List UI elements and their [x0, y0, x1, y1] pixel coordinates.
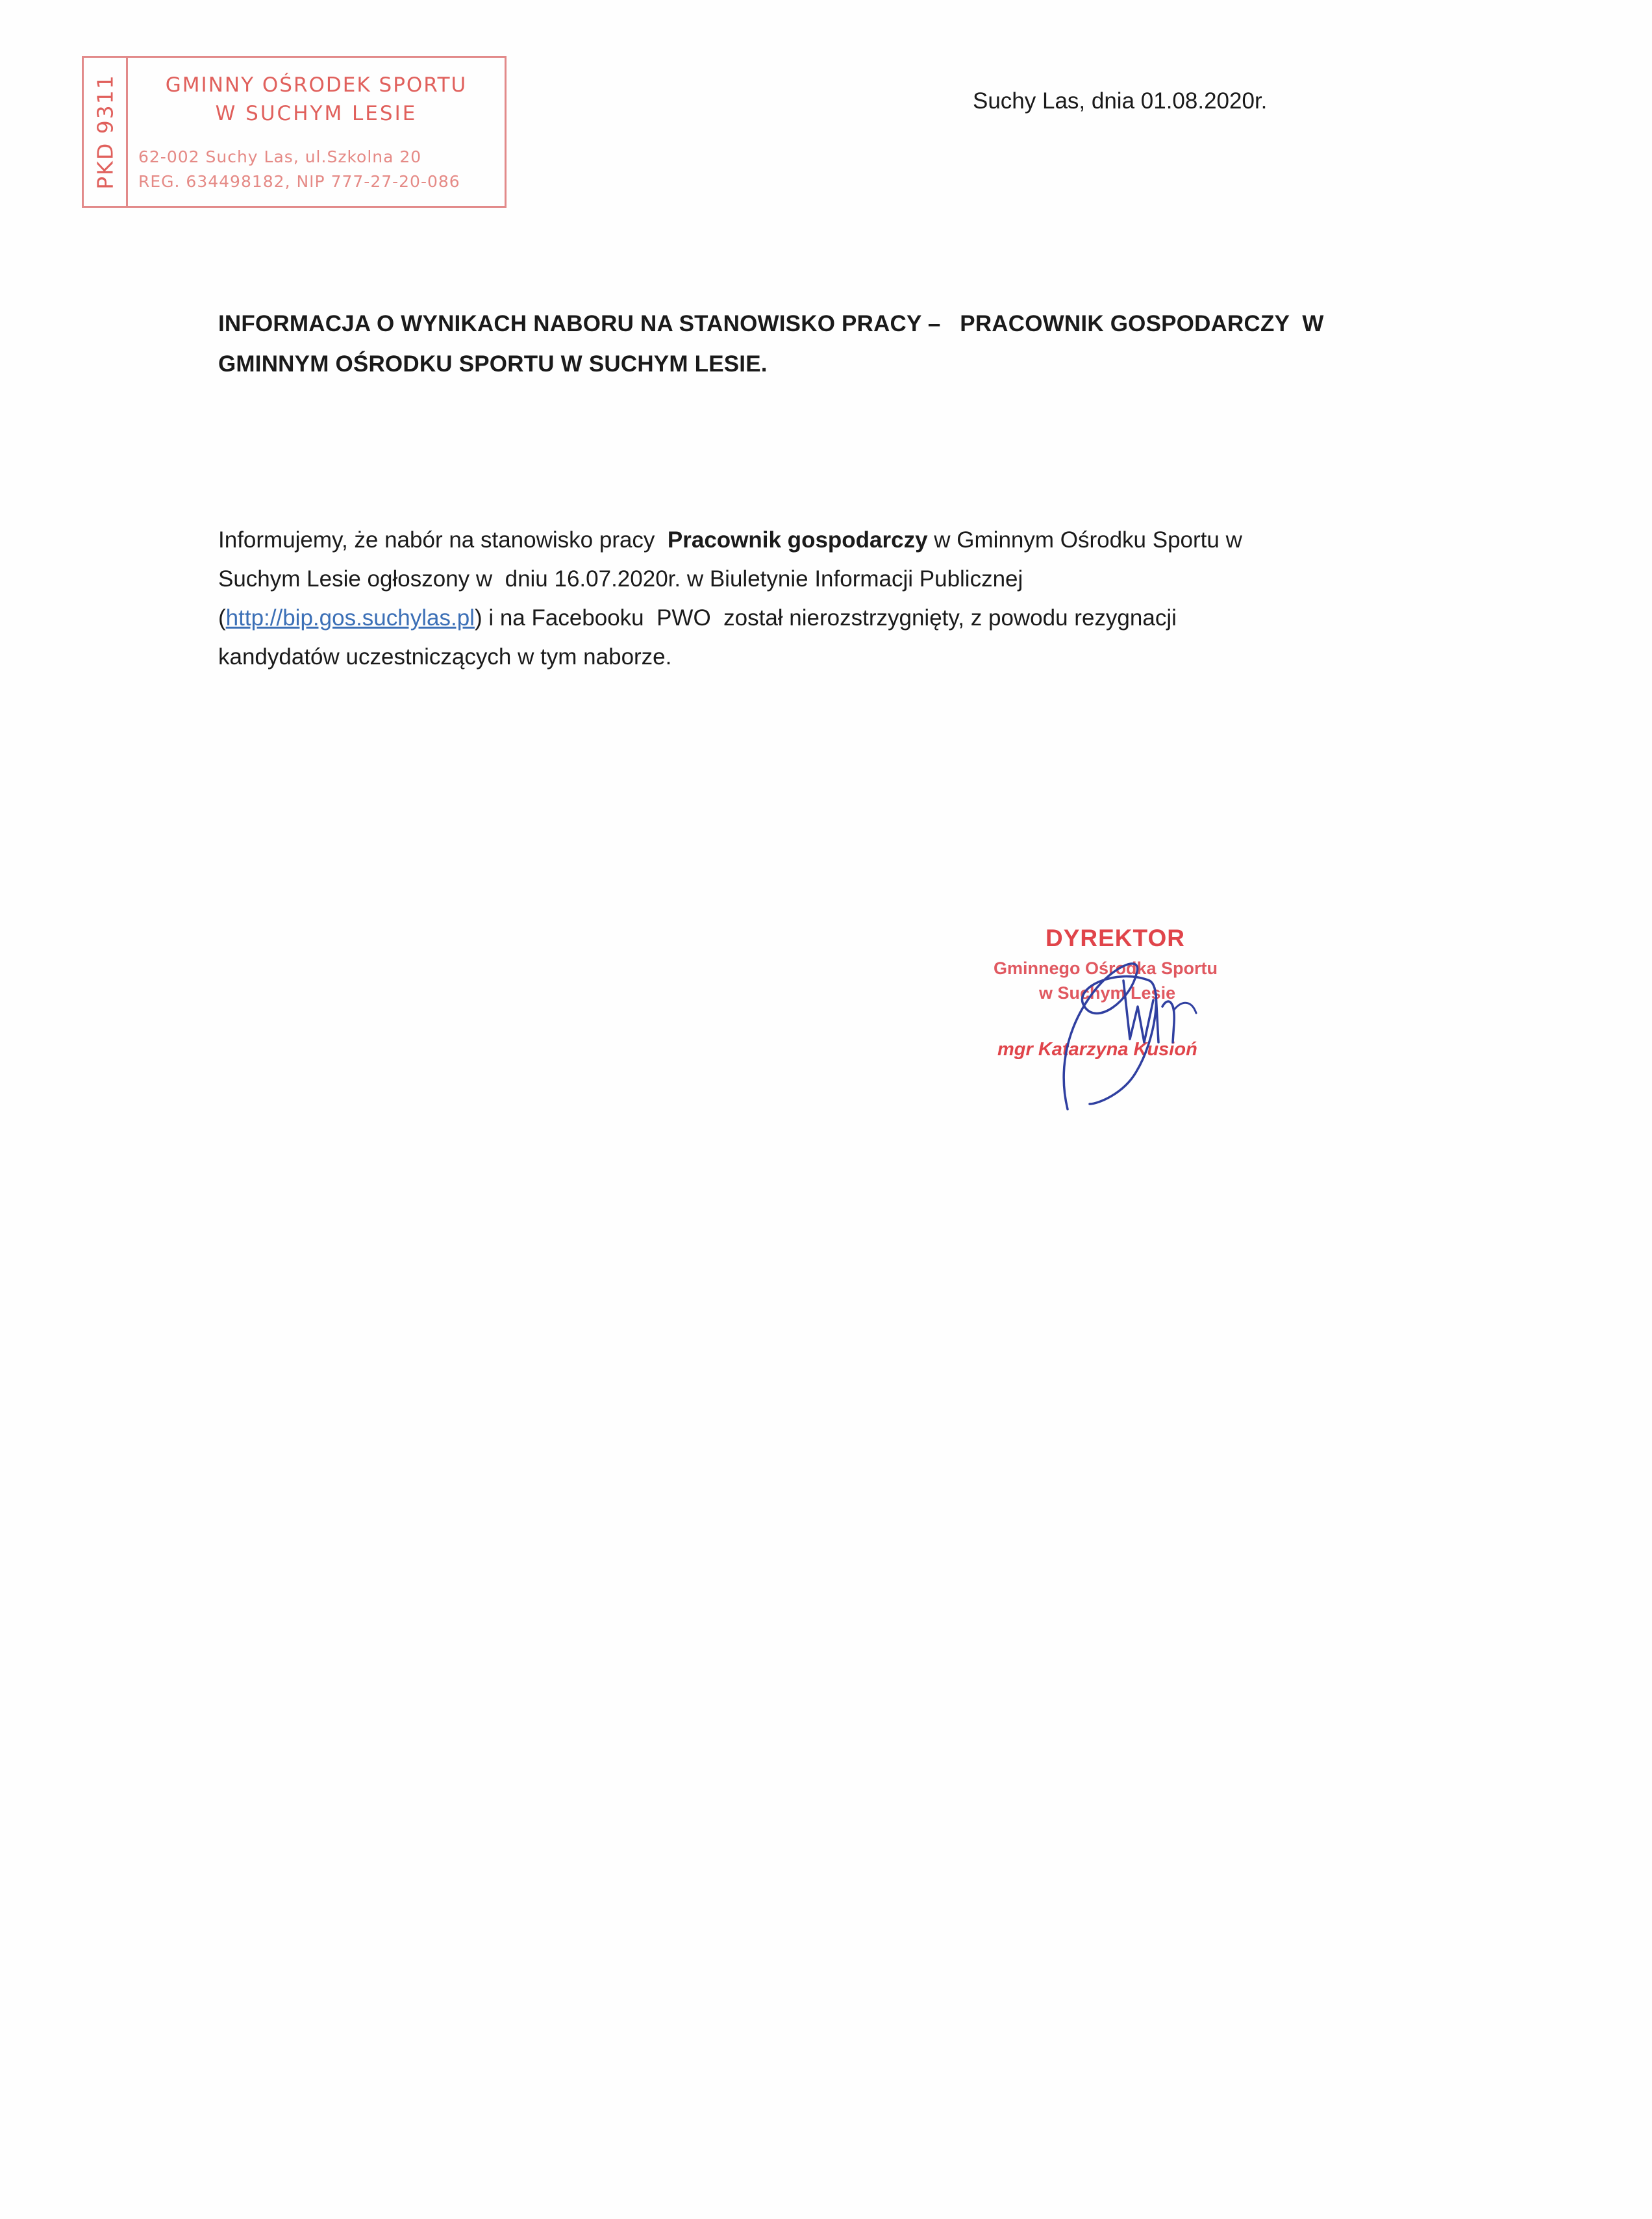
stamp-name-line2: W SUCHYM LESIE: [215, 102, 418, 125]
body-paragraph: [218, 521, 1452, 677]
stamp-pkd-code: PKD 9311: [92, 74, 118, 190]
company-stamp: [82, 56, 507, 208]
body-text-result: ) i na Facebooku PWO został nierozstrzygnięty, z powodu rezygnacji: [474, 605, 1177, 631]
director-title: DYREKTOR: [1045, 925, 1185, 951]
title-line-2: GMINNYM OŚRODKU SPORTU W SUCHYM LESIE.: [218, 351, 768, 377]
title-line-1: INFORMACJA O WYNIKACH NABORU NA STANOWISKO PRACY – PRACOWNIK GOSPODARCZY W: [218, 311, 1324, 336]
director-person: mgr Katarzyna Kusioń: [997, 1039, 1197, 1060]
body-line-3: [218, 599, 1452, 638]
stamp-name-line1: GMINNY OŚRODEK SPORTU: [165, 73, 468, 97]
director-org-line2: w Suchym Lesie: [1039, 983, 1176, 1003]
director-org-line1: Gminnego Ośrodka Sportu: [994, 959, 1218, 978]
stamp-address: 62-002 Suchy Las, ul.Szkolna 20: [138, 147, 422, 166]
stamp-side-panel: [84, 58, 128, 206]
director-stamp: [974, 921, 1279, 1103]
body-line-4: kandydatów uczestniczących w tym naborze.: [218, 644, 672, 670]
stamp-registration: REG. 634498182, NIP 777-27-20-086: [138, 172, 460, 191]
body-text-org: w Gminnym Ośrodku Sportu w: [927, 527, 1242, 553]
body-line-2: Suchym Lesie ogłoszony w dniu 16.07.2020r. w Biuletynie Informacji Publicznej: [218, 566, 1023, 592]
body-line-1: [218, 521, 1452, 560]
document-title: [218, 304, 1452, 384]
position-name: Pracownik gospodarczy: [667, 527, 928, 553]
body-text-intro: Informujemy, że nabór na stanowisko pracy: [218, 527, 668, 553]
bip-link[interactable]: http://bip.gos.suchylas.pl: [225, 605, 475, 631]
document-date: Suchy Las, dnia 01.08.2020r.: [973, 88, 1268, 114]
paren-open: (: [218, 605, 226, 631]
